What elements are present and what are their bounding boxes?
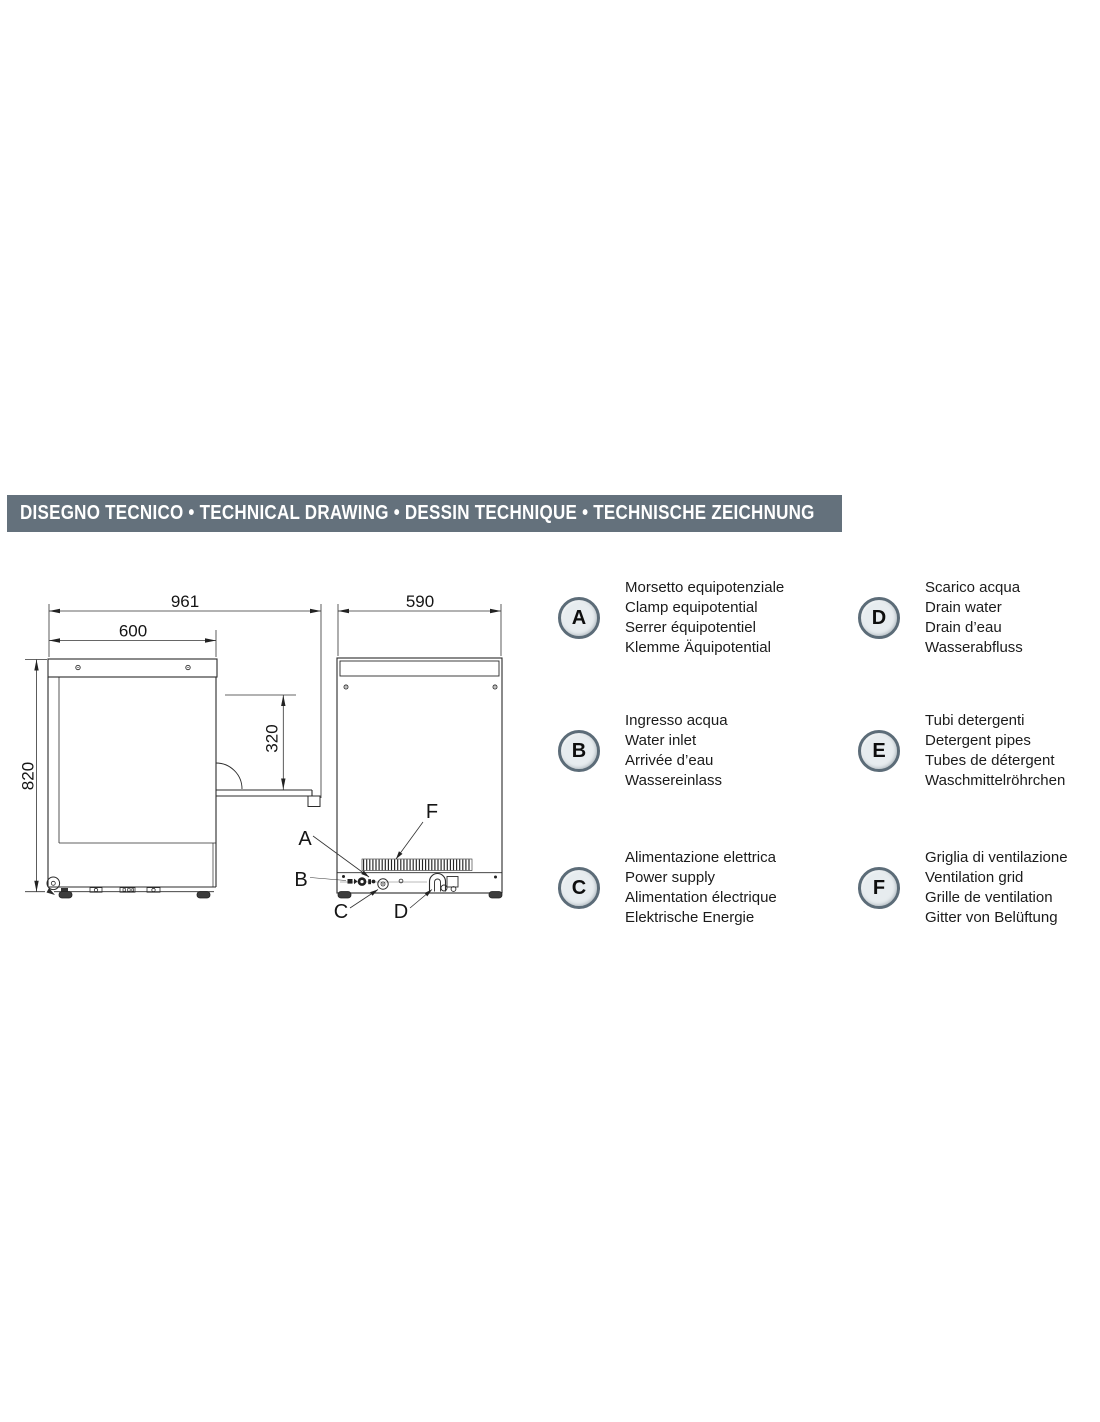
legend-d-line-de: Wasserabfluss [925,639,1023,656]
legend-f-line-de: Gitter von Belüftung [925,909,1058,926]
legend-e-line-en: Detergent pipes [925,732,1031,749]
legend-c-line-it: Alimentazione elettrica [625,849,776,866]
legend-d-line-en: Drain water [925,599,1002,616]
legend-item-d [858,578,1023,658]
legend-item-b [558,711,728,791]
legend-f-line-en: Ventilation grid [925,869,1024,886]
legend-badge-a [558,597,600,639]
legend-item-f [858,848,1068,928]
legend-a-line-de: Klemme Äquipotential [625,639,771,656]
rear-view-dimensions [338,604,501,656]
rear-body [337,658,502,893]
equipotential-clamp [372,880,376,884]
foot [489,892,502,899]
legend-f-line-fr: Grille de ventilation [925,889,1053,906]
legend-badge-b [558,730,600,772]
legend-item-c [558,848,777,928]
dim-820: 820 [18,761,38,791]
legend-b-line-en: Water inlet [625,732,697,749]
door-swing-arc [216,763,242,789]
legend-b-line-de: Wassereinlass [625,772,722,789]
leader-d [410,890,432,909]
callout-f: F [425,801,439,823]
section-header [7,495,842,532]
legend-letter-e: E [872,739,886,762]
dim-590: 590 [405,592,435,611]
legend-c-line-de: Elektrische Energie [625,909,755,926]
door-handle [308,796,320,807]
legend-c-line-en: Power supply [625,869,716,886]
legend-badge-f [858,867,900,909]
legend-c-line-fr: Alimentation électrique [625,889,777,906]
ventilation-grid [362,859,472,871]
dim-600: 600 [118,621,148,641]
legend-badge-e [858,730,900,772]
foot [197,892,210,899]
leader-f [396,822,423,859]
legend-e-line-de: Waschmittelröhrchen [925,772,1066,789]
legend-letter-c: C [571,876,587,899]
drain-hose [430,874,459,892]
ventilation-grid-lines [364,859,469,870]
legend-e-line-fr: Tubes de détergent [925,752,1055,769]
technical-drawing [0,560,540,940]
section-title: DISEGNO TECNICO • TECHNICAL DRAWING • DESSIN TECHNIQUE • TECHNISCHE ZEICHNUNG [20,502,815,524]
legend-d-line-it: Scarico acqua [925,579,1021,596]
legend-letter-b: B [571,739,587,762]
legend-letter-d: D [871,606,887,629]
rear-view [337,658,502,898]
legend-e-line-it: Tubi detergenti [925,712,1025,729]
legend-d-line-fr: Drain d’eau [925,619,1002,636]
dim-320: 320 [262,724,282,753]
small-hole [399,879,403,883]
legend-letter-f: F [872,876,886,899]
legend-badge-c [558,867,600,909]
legend-a-line-it: Morsetto equipotenziale [625,579,785,596]
foot [59,892,72,899]
callout-a: A [298,828,312,850]
legend-b-line-it: Ingresso acqua [625,712,728,729]
legend-a-line-en: Clamp equipotential [625,599,758,616]
power-supply-fitting [378,879,388,889]
legend-letter-a: A [571,606,587,629]
rear-top-band [340,661,499,676]
leader-b [310,878,346,881]
callout-b: B [294,869,308,891]
legend-badge-d [858,597,900,639]
callout-c: C [333,901,349,923]
legend-item-e [858,711,1065,791]
open-door [216,763,320,807]
leader-a [313,836,369,877]
dim-961: 961 [170,592,200,611]
legend-b-line-fr: Arrivée d’eau [625,752,714,769]
side-top-panel [48,659,217,677]
leader-c [350,890,378,909]
legend-a-line-fr: Serrer équipotentiel [625,619,756,636]
rear-fitting [47,877,60,890]
water-inlet-fitting [348,877,372,886]
foot [338,892,351,899]
callout-d: D [393,901,409,923]
legend-f-line-it: Griglia di ventilazione [925,849,1068,866]
legend-item-a [558,578,784,658]
